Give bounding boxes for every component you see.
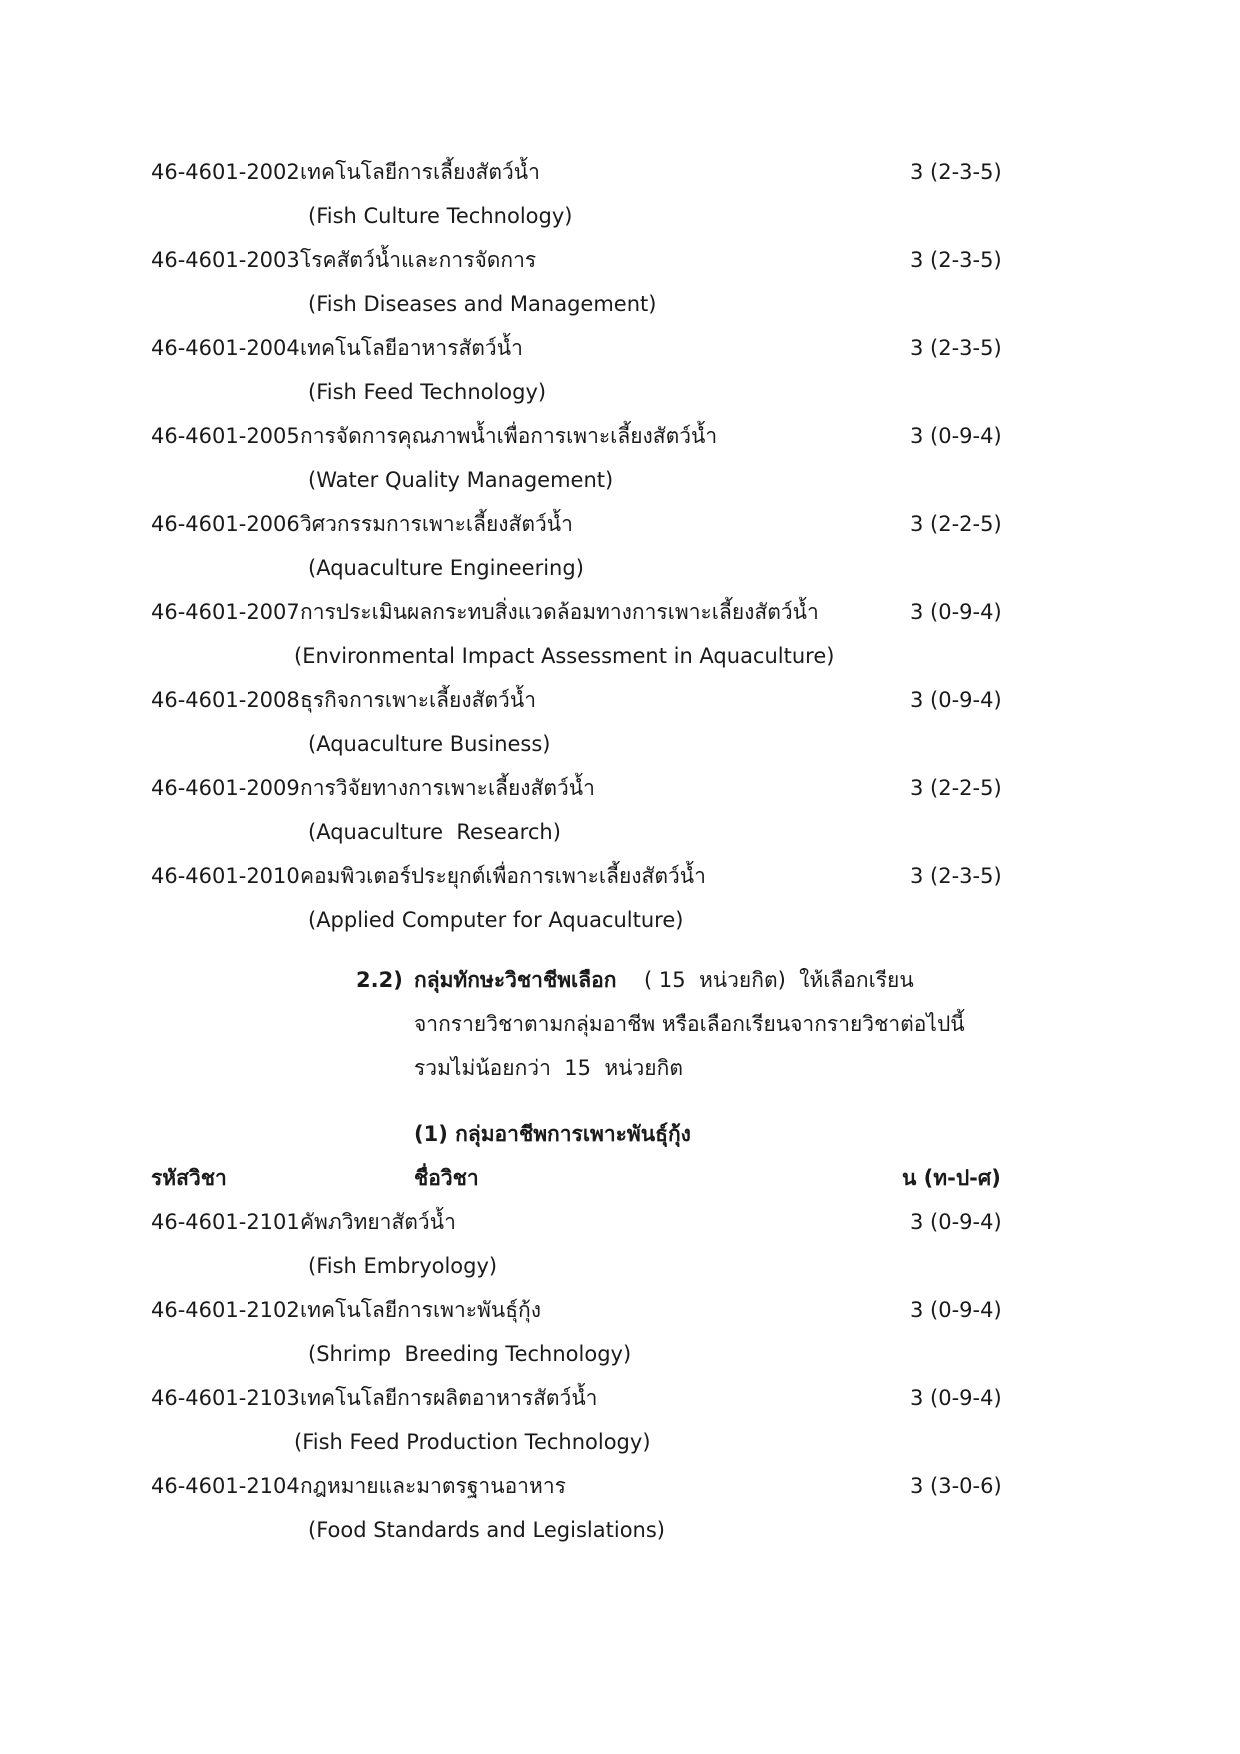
course-code: 46-4601-2104 — [151, 1474, 300, 1498]
course-title-th: เทคโนโลยีการเพาะพันธุ์กุ้ง — [300, 1298, 542, 1322]
course-title-en: (Fish Culture Technology) — [308, 204, 573, 228]
course-credit: 3 (2-2-5) — [910, 776, 1002, 800]
course-code: 46-4601-2101 — [151, 1210, 300, 1234]
course-title-th: การจัดการคุณภาพน้ำเพื่อการเพาะเลี้ยงสัตว์น้ำ — [300, 424, 718, 448]
course-title-en: (Fish Feed Technology) — [308, 380, 547, 404]
course-title-th: การประเมินผลกระทบสิ่งแวดล้อมทางการเพาะเลี้ยงสัตว์น้ำ — [300, 600, 819, 624]
course-code: 46-4601-2005 — [151, 424, 300, 448]
course-code: 46-4601-2102 — [151, 1298, 300, 1322]
column-header-name: ชื่อวิชา — [414, 1166, 479, 1190]
course-code: 46-4601-2103 — [151, 1386, 300, 1410]
course-code: 46-4601-2004 — [151, 336, 300, 360]
section-number: 2.2) — [356, 968, 403, 992]
course-title-th: คัพภวิทยาสัตว์น้ำ — [300, 1210, 456, 1234]
course-title-th: เทคโนโลยีการเลี้ยงสัตว์น้ำ — [300, 160, 540, 184]
course-credit: 3 (2-3-5) — [910, 248, 1002, 272]
course-title-en: (Applied Computer for Aquaculture) — [308, 908, 684, 932]
course-title-th: ธุรกิจการเพาะเลี้ยงสัตว์น้ำ — [300, 688, 536, 712]
course-title-en: (Fish Embryology) — [308, 1254, 498, 1278]
course-code: 46-4601-2003 — [151, 248, 300, 272]
course-title-en: (Water Quality Management) — [308, 468, 614, 492]
course-title-en: (Fish Feed Production Technology) — [294, 1430, 651, 1454]
course-code: 46-4601-2002 — [151, 160, 300, 184]
column-header-code: รหัสวิชา — [151, 1166, 227, 1190]
course-code: 46-4601-2010 — [151, 864, 300, 888]
course-credit: 3 (0-9-4) — [910, 1298, 1002, 1322]
course-credit: 3 (0-9-4) — [910, 424, 1002, 448]
course-code: 46-4601-2006 — [151, 512, 300, 536]
course-title-th: การวิจัยทางการเพาะเลี้ยงสัตว์น้ำ — [300, 776, 595, 800]
course-title-en: (Shrimp Breeding Technology) — [308, 1342, 632, 1366]
course-code: 46-4601-2008 — [151, 688, 300, 712]
course-title-th: วิศวกรรมการเพาะเลี้ยงสัตว์น้ำ — [300, 512, 573, 536]
course-credit: 3 (3-0-6) — [910, 1474, 1002, 1498]
course-credit: 3 (2-3-5) — [910, 336, 1002, 360]
section-minimum-credits: รวมไม่น้อยกว่า 15 หน่วยกิต — [414, 1056, 683, 1080]
course-title-th: กฎหมายและมาตรฐานอาหาร — [300, 1474, 566, 1498]
course-title-en: (Aquaculture Research) — [308, 820, 561, 844]
section-heading: กลุ่มทักษะวิชาชีพเลือก — [414, 968, 617, 992]
course-credit: 3 (2-2-5) — [910, 512, 1002, 536]
course-credit: 3 (2-3-5) — [910, 864, 1002, 888]
course-title-en: (Environmental Impact Assessment in Aquaculture) — [294, 644, 835, 668]
course-title-th: โรคสัตว์น้ำและการจัดการ — [300, 248, 537, 272]
group-title: (1) กลุ่มอาชีพการเพาะพันธุ์กุ้ง — [414, 1122, 691, 1146]
course-credit: 3 (0-9-4) — [910, 688, 1002, 712]
course-credit: 3 (2-3-5) — [910, 160, 1002, 184]
course-title-th: เทคโนโลยีการผลิตอาหารสัตว์น้ำ — [300, 1386, 598, 1410]
course-code: 46-4601-2009 — [151, 776, 300, 800]
course-title-en: (Food Standards and Legislations) — [308, 1518, 665, 1542]
course-title-th: เทคโนโลยีอาหารสัตว์น้ำ — [300, 336, 523, 360]
course-title-en: (Aquaculture Business) — [308, 732, 551, 756]
course-credit: 3 (0-9-4) — [910, 600, 1002, 624]
section-credit-note: ( 15 หน่วยกิต) ให้เลือกเรียน — [644, 968, 914, 992]
course-title-en: (Aquaculture Engineering) — [308, 556, 584, 580]
section-description: จากรายวิชาตามกลุ่มอาชีพ หรือเลือกเรียนจากรายวิชาต่อไปนี้ — [414, 1012, 965, 1036]
column-header-credit: น (ท-ป-ศ) — [902, 1166, 1001, 1190]
course-title-en: (Fish Diseases and Management) — [308, 292, 657, 316]
course-code: 46-4601-2007 — [151, 600, 300, 624]
course-credit: 3 (0-9-4) — [910, 1210, 1002, 1234]
course-title-th: คอมพิวเตอร์ประยุกต์เพื่อการเพาะเลี้ยงสัตว์น้ำ — [300, 864, 706, 888]
course-credit: 3 (0-9-4) — [910, 1386, 1002, 1410]
